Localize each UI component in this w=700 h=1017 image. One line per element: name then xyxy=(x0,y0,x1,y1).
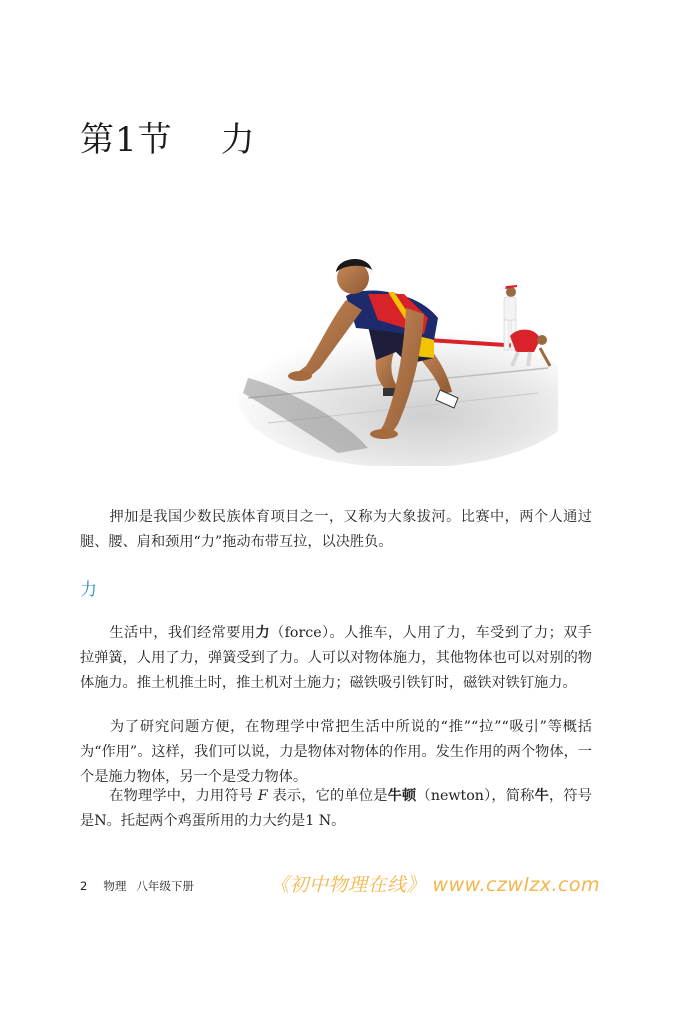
p1-term-force: 力 xyxy=(255,625,271,641)
section-paragraph-3 xyxy=(80,784,592,834)
book-grade: 八年级下册 xyxy=(136,879,194,893)
p3-term-newton: 牛顿 xyxy=(387,788,417,804)
p3-text-c: （newton），简称 xyxy=(416,788,535,804)
tug-of-war-photo xyxy=(228,248,558,466)
chapter-number: 第1节 xyxy=(80,120,173,160)
p1-text-a: 生活中，我们经常要用 xyxy=(109,625,256,641)
page-number: 2 xyxy=(80,879,88,893)
section-paragraph-2 xyxy=(80,715,592,790)
section-heading: 力 xyxy=(80,580,97,600)
intro-paragraph xyxy=(80,505,592,555)
p3-term-niu: 牛 xyxy=(534,788,549,804)
chapter-title xyxy=(80,112,256,161)
book-subject: 物理 xyxy=(103,879,127,893)
p3-text-d: ，符号是N。托起两个鸡蛋所用的力大约是1 N。 xyxy=(80,788,592,829)
page-footer xyxy=(80,878,194,894)
intro-text: 押加是我国少数民族体育项目之一，又称为大象拔河。比赛中，两个人通过腿、腰、肩和颈用“力”拖动布带互拉，以决胜负。 xyxy=(80,509,592,550)
site-watermark: 《初中物理在线》 www.czwlzx.com xyxy=(270,874,601,896)
p2-text: 为了研究问题方便，在物理学中常把生活中所说的“推”“拉”“吸引”等概括为“作用”。这样，我们可以说，力是物体对物体的作用。发生作用的两个物体，一个是施力物体，另一个是受力物体。 xyxy=(80,719,592,785)
chapter-heading: 力 xyxy=(220,120,256,160)
p3-symbol: F xyxy=(257,788,268,804)
p3-text-b: 表示，它的单位是 xyxy=(267,788,388,804)
p1-text-b: （force）。人推车，人用了力，车受到了力；双手拉弹簧，人用了力，弹簧受到了力。人可以对物体施力，其他物体也可以对别的物体施力。推土机推土时，推土机对土施力；磁铁吸引铁钉时，磁铁对铁钉施力。 xyxy=(80,625,592,691)
p3-text-a: 在物理学中，力用符号 xyxy=(109,788,258,804)
section-paragraph-1 xyxy=(80,621,592,696)
